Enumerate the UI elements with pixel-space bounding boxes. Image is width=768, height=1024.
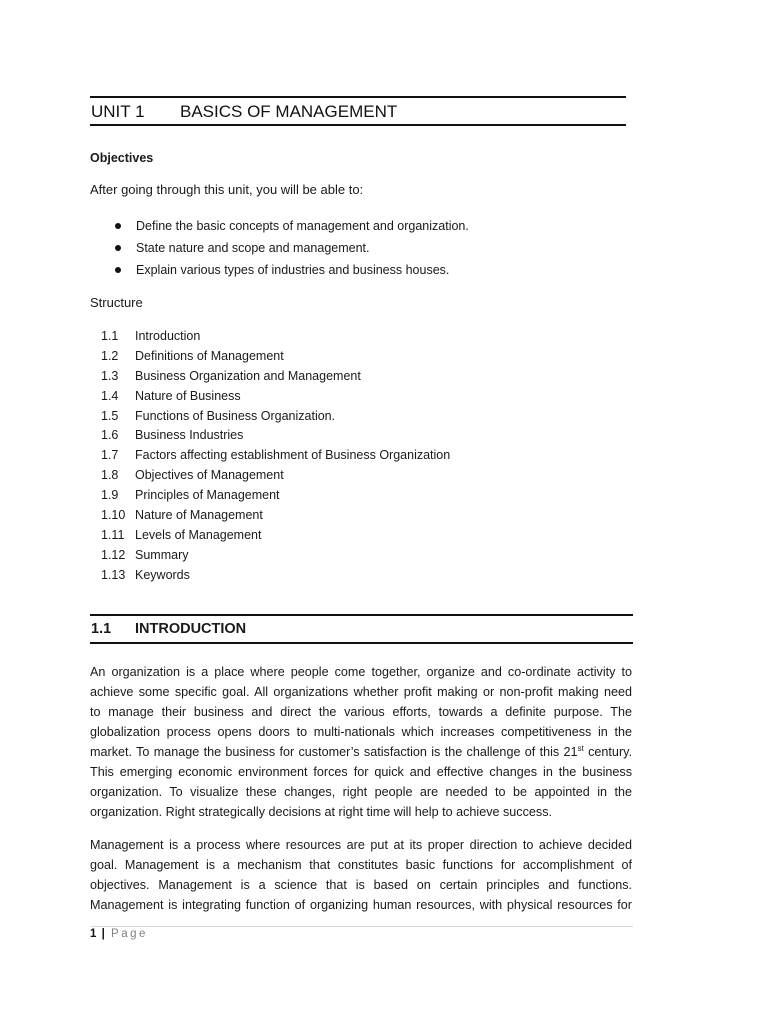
- paragraph-line: Management is a process where resources are put at its proper direction to achieve decided: [90, 838, 632, 852]
- paragraph-line: objectives. Management is a science that is based on certain principles and functions.: [90, 878, 632, 892]
- unit-title: BASICS OF MANAGEMENT: [180, 102, 398, 121]
- bullet-icon: [115, 267, 121, 273]
- footer-separator: |: [101, 928, 105, 940]
- section-heading: [90, 614, 633, 644]
- management-paragraph: [90, 835, 632, 915]
- paragraph-line: globalization process opens doors to multi-nationals which increases competitiveness in the: [90, 725, 632, 739]
- page-label: Page: [111, 928, 148, 940]
- document-page: UNIT 1 BASICS OF MANAGEMENT Objectives After going through this unit, you will be able to: Define the basic concepts of management and organization. State nature and scope and management. Explain various types of industries and business houses. Structure 1.1 Introduction 1.2 Definitions of Management 1.3 Business Organization and Management 1.4 Nature of Business 1.5 Functions of Business Organization. 1.6 Business Industries 1.7 Factors affecting establishment of Business Organization 1.8 Objectives of Management 1.9 Principles of Management 1.10 Nature of Management 1.11 Levels of Management 1.12 Summary 1.13 Keywords 1.1 INTRODUCTION An organization is a place where people come together, organize and co-ordinate activity to achieve some specific goal. All organizations whether profit making or non-profit making need to manage their business and direct the various efforts, towards a definite purpose. The globalization process opens doors to multi-nationals which increases competitiveness in the market. To manage the business for customer’s satisfaction is the challenge of this 21st century. This emerging economic environment forces for quick and effective changes in the business organization. To visualize these changes, right people are needed to be appointed in the organization. Right strategically decisions at right time will help to achieve success. Management is a process where resources are put at its proper direction to achieve decided goal. Management is a mechanism that constitutes basic functions for accomplishment of objectives. Management is a science that is based on certain principles and functions. Management is integrating function of organizing human resources, with physical resources for 1 | Page: [0, 0, 768, 1024]
- page-footer: [90, 928, 148, 940]
- objectives-intro: After going through this unit, you will be able to:: [90, 182, 364, 197]
- unit-number: UNIT 1: [91, 102, 145, 121]
- structure-heading: Structure: [90, 295, 143, 310]
- paragraph-line: Management is integrating function of organizing human resources, with physical resources for: [90, 898, 632, 912]
- paragraph-line: market. To manage the business for customer’s satisfaction is the challenge of this 21st century.: [90, 743, 632, 759]
- introduction-paragraph: [90, 662, 632, 822]
- paragraph-line: This emerging economic environment forces for quick and effective changes in the business: [90, 765, 632, 779]
- section-number: 1.1: [91, 621, 112, 637]
- footer-divider: [90, 926, 633, 927]
- paragraph-line: to manage their business and direct the various efforts, towards a definite purpose. The: [90, 705, 632, 719]
- objectives-heading: Objectives: [90, 151, 154, 165]
- paragraph-line: organization. To visualize these changes, right people are needed to be appointed in the: [90, 785, 632, 799]
- bullet-icon: [115, 223, 121, 229]
- section-title: INTRODUCTION: [135, 621, 247, 637]
- superscript: st: [577, 743, 584, 753]
- paragraph-line: organization. Right strategically decisions at right time will help to achieve success.: [90, 805, 552, 819]
- unit-heading: [90, 96, 626, 126]
- bullet-icon: [115, 245, 121, 251]
- paragraph-line: goal. Management is a mechanism that constitutes basic functions for accomplishment of: [90, 858, 632, 872]
- paragraph-line: achieve some specific goal. All organizations whether profit making or non-profit making need: [90, 685, 632, 699]
- page-number: 1: [90, 928, 97, 940]
- paragraph-line: An organization is a place where people come together, organize and co-ordinate activity to: [90, 665, 632, 679]
